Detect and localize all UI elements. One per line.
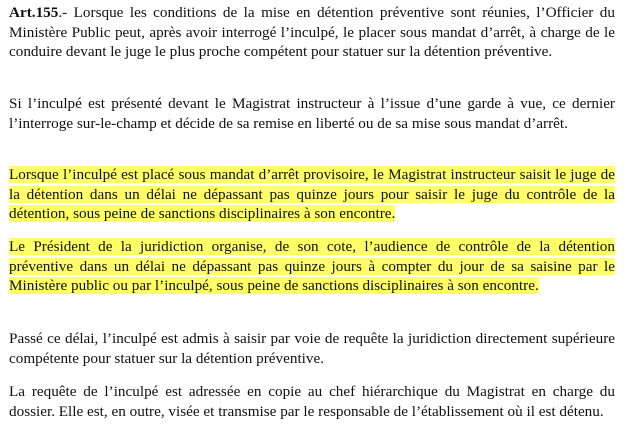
article-number: Art.155 [9,4,59,21]
paragraph-1 [9,3,615,62]
paragraph-2 [9,94,615,133]
paragraph-2-text: Si l’inculpé est présenté devant le Magistrat instructeur à l’issue d’une garde à vue, ce dernier l’interroge sur-le-champ et décide de sa remise en liberté ou de sa mise sous mandat d’arrêt. [9,95,615,132]
paragraph-3-text: Lorsque l’inculpé est placé sous mandat d’arrêt provisoire, le Magistrat instructeur saisit le juge de la détention dans un délai ne dépassant pas quinze jours pour saisir le juge du contrôle de la détention, sous peine de sanctions disciplinaires à son encontre. [9,166,615,222]
paragraph-6-text: La requête de l’inculpé est adressée en copie au chef hiérarchique du Magistrat en charge du dossier. Elle est, en outre, visée et transmise par le responsable de l’établissement où il est détenu. [9,383,615,420]
paragraph-6 [9,382,615,421]
paragraph-3-highlighted [9,165,615,224]
paragraph-4-text: Le Président de la juridiction organise, de son cote, l’audience de contrôle de la détention préventive dans un délai ne dépassant pas quinze jours à compter du jour de sa saisine par le Ministère public ou par l’inculpé, sous peine de sanctions disciplinaires à son encontre. [9,238,615,294]
paragraph-4-highlighted [9,237,615,296]
paragraph-5-text: Passé ce délai, l’inculpé est admis à saisir par voie de requête la juridiction directement supérieure compétente pour statuer sur la détention préventive. [9,330,615,367]
paragraph-5 [9,329,615,368]
paragraph-1-text: .- Lorsque les conditions de la mise en détention préventive sont réunies, l’Officier du Ministère Public peut, après avoir interrogé l’inculpé, le placer sous mandat d’arrêt, à charge de le conduire devant le juge le plus proche compétent pour statuer sur la détention préventive. [9,4,615,60]
